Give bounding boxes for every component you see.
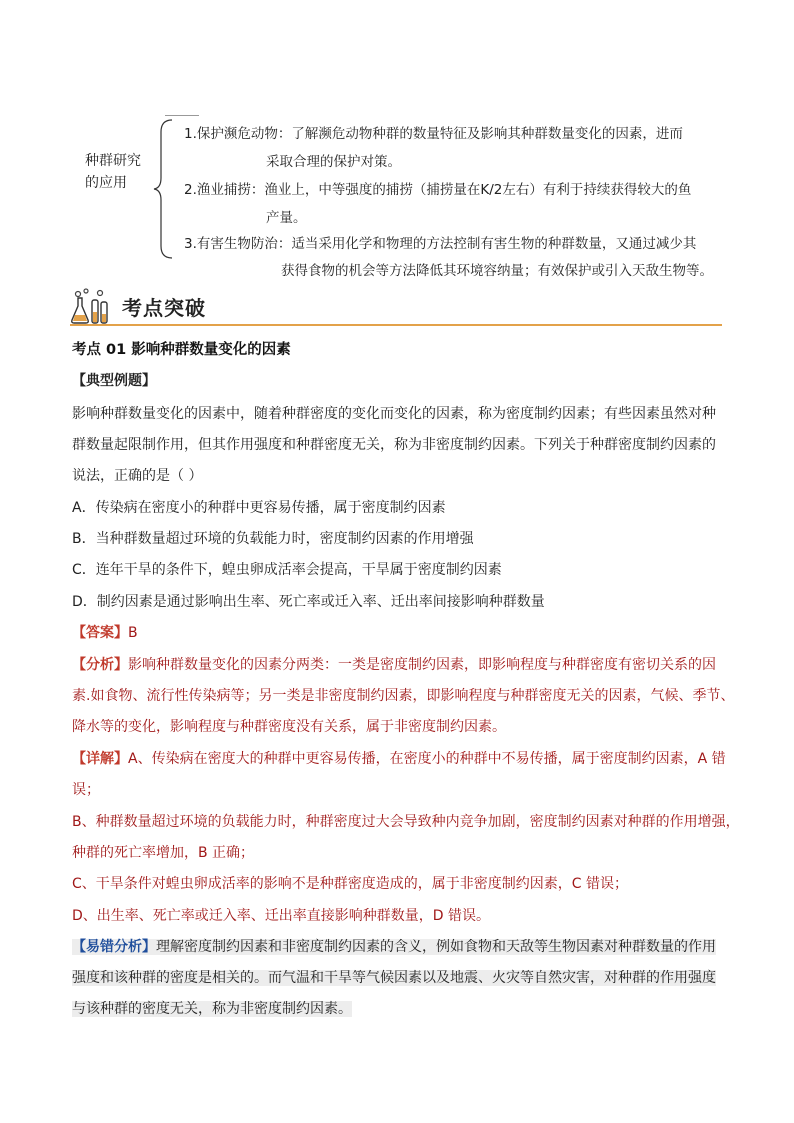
option-d: D．制约因素是通过影响出生率、死亡率或迁入率、迁出率间接影响种群数量 [72,594,545,610]
mindmap-item-2-line1: 2.渔业捕捞：渔业上，中等强度的捕捞（捕捞量在K/2左右）有利于持续获得较大的鱼 [184,182,692,198]
flask-icon [70,288,112,326]
analysis-text-1: 影响种群数量变化的因素分两类：一类是密度制约因素，即影响程度与种群密度有密切关系的因 [128,657,716,673]
analysis-line-2: 素.如食物、流行性传染病等；另一类是非密度制约因素，即影响程度与种群密度无关的因素，气候、季节、 [72,688,735,704]
question-line-1: 影响种群数量变化的因素中，随着种群密度的变化而变化的因素，称为密度制约因素；有些因素虽然对种 [72,406,716,422]
yicuo-line-3 [72,998,352,1018]
option-a: A．传染病在密度小的种群中更容易传播，属于密度制约因素 [72,500,446,516]
detail-line-3: B、种群数量超过环境的负载能力时，种群密度过大会导致种内竞争加剧，密度制约因素对种群的作用增强， [72,814,740,830]
answer-tag: 【答案】 [72,625,128,641]
yicuo-line-1 [72,936,716,956]
mindmap-item-1-line2: 采取合理的保护对策。 [266,154,401,170]
yicuo-text-2: 强度和该种群的密度是相关的。而气温和干旱等气候因素以及地震、火灾等自然灾害，对种群的作用强度 [72,970,716,986]
question-line-3: 说法，正确的是（ ） [72,468,203,484]
kaodian-title: 考点 01 影响种群数量变化的因素 [72,342,291,358]
yicuo-text-3: 与该种群的密度无关，称为非密度制约因素。 [72,1001,352,1017]
section-rule [70,324,722,326]
yicuo-text-1: 理解密度制约因素和非密度制约因素的含义，例如食物和天敌等生物因素对种群数量的作用 [156,939,716,955]
yicuo-tag: 【易错分析】 [72,939,156,955]
mindmap-item-1-line1: 1.保护濒危动物：了解濒危动物种群的数量特征及影响其种群数量变化的因素，进而 [184,126,683,142]
detail-line-1 [72,748,726,768]
detail-line-4: 种群的死亡率增加，B 正确； [72,845,255,861]
answer-value: B [128,625,138,641]
detail-line-6: D、出生率、死亡率或迁入率、迁出率直接影响种群数量，D 错误。 [72,908,491,924]
question-line-2: 群数量起限制作用，但其作用强度和种群密度无关，称为非密度制约因素。下列关于种群密度制约因素的 [72,437,716,453]
mindmap-item-2-line2: 产量。 [266,210,307,226]
mindmap-item-3-line1: 3.有害生物防治：适当采用化学和物理的方法控制有害生物的种群数量，又通过减少其 [184,236,697,252]
detail-text-1: A、传染病在密度大的种群中更容易传播，在密度小的种群中不易传播，属于密度制约因素，A 错 [128,751,726,767]
detail-line-5: C、干旱条件对蝗虫卵成活率的影响不是种群密度造成的，属于非密度制约因素，C 错误； [72,876,628,892]
answer-row [72,622,138,642]
example-tag: 【典型例题】 [72,373,156,389]
yicuo-line-2 [72,967,716,987]
option-c: C．连年干旱的条件下，蝗虫卵成活率会提高，干旱属于密度制约因素 [72,562,502,578]
detail-tag: 【详解】 [72,751,128,767]
brace-icon [152,118,174,260]
mindmap-top-rule [165,115,199,116]
analysis-line-3: 降水等的变化，影响程度与种群密度没有关系，属于非密度制约因素。 [72,719,506,735]
detail-line-2: 误； [72,782,100,798]
section-header [70,288,722,328]
mindmap-label: 种群研究的应用 [85,153,141,191]
option-b: B．当种群数量超过环境的负载能力时，密度制约因素的作用增强 [72,531,474,547]
section-title: 考点突破 [122,296,206,320]
analysis-tag: 【分析】 [72,657,128,673]
mindmap-item-3-line2: 获得食物的机会等方法降低其环境容纳量；有效保护或引入天敌生物等。 [281,263,713,279]
analysis-line-1 [72,654,716,674]
